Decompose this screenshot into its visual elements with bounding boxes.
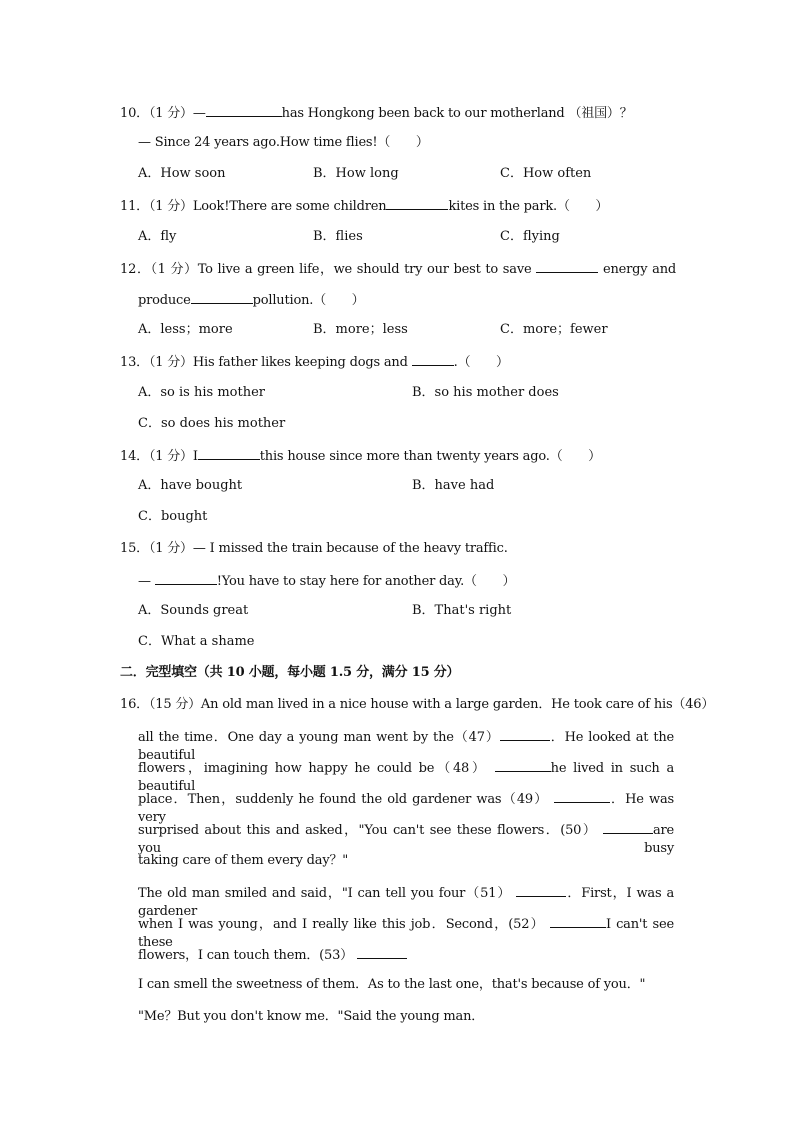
q16-text: he lived in such a beautiful <box>138 761 675 794</box>
q15-line2-prefix: — <box>138 574 151 589</box>
q12-line2-prefix: produce <box>138 293 191 308</box>
q16-text: when I was young，and I really like this job．Second，(52） <box>138 917 545 932</box>
question-10 <box>120 103 632 123</box>
q13-option-a[interactable]: A．so is his mother <box>138 385 265 400</box>
q10-option-c[interactable]: C．How often <box>500 166 592 181</box>
q16-text: The old man smiled and said，"I can tell you four（51） <box>138 886 512 901</box>
q11-option-c[interactable]: C．flying <box>500 229 560 244</box>
q12-blank-1[interactable] <box>536 259 598 273</box>
q14-option-c[interactable]: C．bought <box>138 509 208 524</box>
q10-option-a[interactable]: A．How soon <box>138 166 226 181</box>
q15-option-a[interactable]: A．Sounds great <box>138 603 249 618</box>
q10-suffix: has Hongkong been back to our motherland （祖国）？ <box>281 106 633 121</box>
question-11 <box>120 196 608 216</box>
q13-suffix: .（ ） <box>453 355 509 370</box>
q15-line2 <box>138 571 515 591</box>
q16-line-6: taking care of them every day？" <box>138 853 349 868</box>
q16-text: place．Then，suddenly he found the old gardener was（49） <box>138 792 549 807</box>
q16-text: ．He was very <box>138 792 674 825</box>
q12-option-a[interactable]: A．less；more <box>138 322 233 337</box>
q16-text: are you busy <box>138 823 674 856</box>
q16-blank-50[interactable] <box>603 820 653 834</box>
q10-line2: — Since 24 years ago.How time flies!（ ） <box>138 135 429 150</box>
q16-blank-51[interactable] <box>516 883 566 897</box>
q10-prefix: 10．（1 分）— <box>120 106 206 121</box>
q16-blank-48[interactable] <box>495 758 551 772</box>
q16-text: flowers，I can touch them．(53） <box>138 948 353 963</box>
q16-blank-47[interactable] <box>500 727 550 741</box>
q10-blank[interactable] <box>206 103 282 117</box>
q15-line2-suffix: !You have to stay here for another day.（ ） <box>216 574 516 589</box>
q16-blank-49[interactable] <box>554 789 610 803</box>
q15-option-b[interactable]: B．That's right <box>412 603 512 618</box>
q13-prefix: 13．（1 分）His father likes keeping dogs and <box>120 355 408 370</box>
q12-suffix: energy and <box>602 262 676 277</box>
q14-option-a[interactable]: A．have bought <box>138 478 243 493</box>
q11-prefix: 11．（1 分）Look!There are some children <box>120 199 387 214</box>
q16-line-11: "Me？But you don't know me．"Said the young man． <box>138 1009 485 1024</box>
question-14 <box>120 446 601 466</box>
q16-text: I can't see these <box>138 917 674 950</box>
q16-text: all the time．One day a young man went by the（47） <box>138 730 500 745</box>
question-16: 16．（15 分）An old man lived in a nice house with a large garden．He took care of his（46） <box>120 697 715 712</box>
q14-prefix: 14．（1 分）I <box>120 449 198 464</box>
q16-line-9 <box>138 945 407 965</box>
q16-blank-53[interactable] <box>357 945 407 959</box>
q16-text: surprised about this and asked，"You can't see these flowers．(50） <box>138 823 598 838</box>
q11-blank[interactable] <box>386 196 448 210</box>
q16-line-10: I can smell the sweetness of them．As to the last one，that's because of you．" <box>138 977 646 992</box>
q14-option-b[interactable]: B．have had <box>412 478 495 493</box>
question-13 <box>120 352 509 372</box>
q12-line2 <box>138 290 364 310</box>
q13-blank[interactable] <box>412 352 454 366</box>
q15-option-c[interactable]: C．What a shame <box>138 634 255 649</box>
q12-prefix: 12．（1 分）To live a green life，we should try our best to save <box>120 262 532 277</box>
q11-option-a[interactable]: A．fly <box>138 229 177 244</box>
q11-option-b[interactable]: B．flies <box>313 229 363 244</box>
q12-line2-suffix: pollution.（ ） <box>252 293 365 308</box>
q11-suffix: kites in the park.（ ） <box>448 199 609 214</box>
q12-option-b[interactable]: B．more；less <box>313 322 408 337</box>
question-15: 15．（1 分）— I missed the train because of the heavy traffic. <box>120 541 508 556</box>
q16-text: ．He looked at the beautiful <box>138 730 675 763</box>
q16-blank-52[interactable] <box>550 914 606 928</box>
q14-blank[interactable] <box>198 446 260 460</box>
q12-blank-2[interactable] <box>191 290 253 304</box>
q13-option-c[interactable]: C．so does his mother <box>138 416 286 431</box>
question-12 <box>120 259 676 279</box>
q16-text: ．First，I was a gardener <box>138 886 675 919</box>
q10-option-b[interactable]: B．How long <box>313 166 399 181</box>
q13-option-b[interactable]: B．so his mother does <box>412 385 559 400</box>
section-2-heading: 二．完型填空（共 10 小题，每小题 1.5 分，满分 15 分） <box>120 665 460 680</box>
q16-text: flowers，imagining how happy he could be（48） <box>138 761 488 776</box>
q14-suffix: this house since more than twenty years ago.（ ） <box>259 449 601 464</box>
q15-blank[interactable] <box>155 571 217 585</box>
q12-option-c[interactable]: C．more；fewer <box>500 322 608 337</box>
